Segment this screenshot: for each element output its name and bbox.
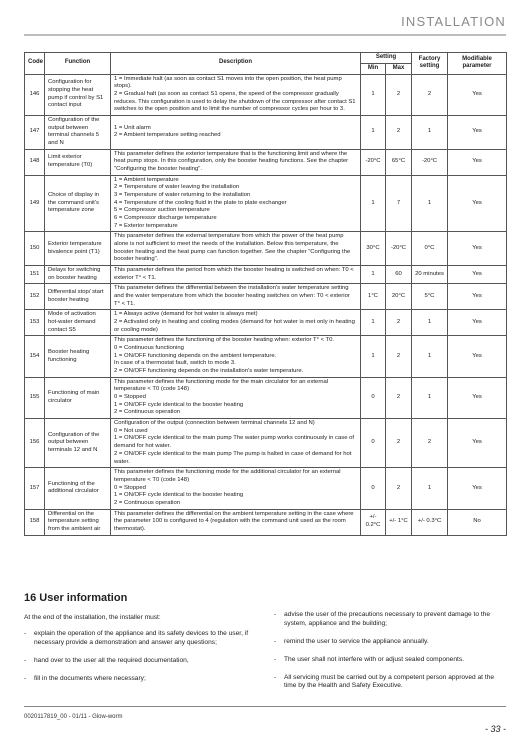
cell-max: 2 xyxy=(386,115,412,149)
table-row xyxy=(25,468,507,509)
list-item-text: remind the user to service the appliance annually. xyxy=(284,637,429,645)
cell-function: Configuration for stopping the heat pump if control by S1 contact input xyxy=(45,74,111,115)
cell-description: This parameter defines the differential between the installation's water temperature setting and the water temperature from which the booster heating switches on when: T0 < exterior T° < T1. xyxy=(111,284,361,310)
list-item xyxy=(24,675,256,684)
cell-min: 1 xyxy=(361,336,386,377)
cell-max: 2 xyxy=(386,74,412,115)
cell-modifiable: Yes xyxy=(448,310,507,336)
table-row xyxy=(25,149,507,175)
cell-factory: 2 xyxy=(412,419,448,468)
cell-function: Differential stop/ start booster heating xyxy=(45,284,111,310)
bullet-dash: - xyxy=(274,673,277,681)
cell-modifiable: Yes xyxy=(448,175,507,232)
cell-description: 1 = Unit alarm 2 = Ambient temperature setting reached xyxy=(111,115,361,149)
bullet-dash: - xyxy=(24,630,27,637)
cell-code: 158 xyxy=(25,509,45,535)
header-modifiable: Modifiable parameter xyxy=(448,53,507,75)
cell-max: 2 xyxy=(386,419,412,468)
cell-function: Functioning of main circulator xyxy=(45,377,111,418)
cell-description: 1 = Immediate halt (as soon as contact S1 moves into the open position, the heat pump stops). 2 = Gradual halt (as soon as contact S1 opens, the speed of the compressor gradually reduces. This configuration is used to delay the shutdown of the compressor after contact S1 switches to the open position and to limit the number of compressor cycles per hour to 3. xyxy=(111,74,361,115)
cell-factory: +/- 0.3°C xyxy=(412,509,448,535)
list-item xyxy=(274,674,506,692)
cell-code: 154 xyxy=(25,336,45,377)
list-item xyxy=(24,657,256,666)
cell-function: Exterior temperature bivalence point (T1) xyxy=(45,232,111,266)
cell-factory: 1 xyxy=(412,115,448,149)
cell-min: 30°C xyxy=(361,232,386,266)
list-item-text: All servicing must be carried out by a competent person approved at the time by the Health and Safety Executive. xyxy=(284,673,495,690)
table-row xyxy=(25,232,507,266)
cell-modifiable: Yes xyxy=(448,468,507,509)
cell-min: 1 xyxy=(361,175,386,232)
cell-code: 146 xyxy=(25,74,45,115)
cell-code: 152 xyxy=(25,284,45,310)
cell-modifiable: Yes xyxy=(448,149,507,175)
cell-max: 60 xyxy=(386,266,412,284)
list-item xyxy=(24,630,256,648)
user-advice-list xyxy=(274,611,506,700)
list-item-text: hand over to the user all the required documentation, xyxy=(34,656,189,664)
header-setting: Setting xyxy=(361,53,412,64)
cell-max: 65°C xyxy=(386,149,412,175)
header-description: Description xyxy=(111,53,361,75)
header-function: Function xyxy=(45,53,111,75)
cell-function: Differential on the temperature setting from the ambient air xyxy=(45,509,111,535)
bullet-dash: - xyxy=(274,655,277,663)
list-item-text: explain the operation of the appliance and its safety devices to the user, if necessary provide a demonstration and answer any questions; xyxy=(34,630,249,646)
cell-function: Configuration of the output between terminals 12 and N xyxy=(45,419,111,468)
cell-factory: 0°C xyxy=(412,232,448,266)
table-row xyxy=(25,74,507,115)
cell-modifiable: Yes xyxy=(448,115,507,149)
cell-modifiable: Yes xyxy=(448,377,507,418)
cell-function: Mode of activation hot-water demand contact S5 xyxy=(45,310,111,336)
cell-modifiable: No xyxy=(448,509,507,535)
cell-factory: 20 minutes xyxy=(412,266,448,284)
cell-description: Configuration of the output (connection between terminal channels 12 and N) 0 = Not used 1 = ON/OFF cycle identical to the main pump The water pump works continuously in case of demand for hot water. 2 = ON/OFF cycle identical to the main pump The pump is halted in case of demand for hot water. xyxy=(111,419,361,468)
cell-description: This parameter defines the functioning of the booster heating when: exterior T° < T0. 0 = Continuous functioning 1 = ON/OFF functioning depends on the ambient temperature. In case of a thermostat fault, switch to mode 3. 2 = ON/OFF functioning depends on the installation's water temperature. xyxy=(111,336,361,377)
table-row xyxy=(25,509,507,535)
cell-min: 1 xyxy=(361,115,386,149)
cell-modifiable: Yes xyxy=(448,266,507,284)
cell-factory: 1 xyxy=(412,336,448,377)
cell-modifiable: Yes xyxy=(448,419,507,468)
table-row xyxy=(25,377,507,418)
document-reference: 0020117819_00 - 01/11 - Glow-worm xyxy=(24,714,123,720)
cell-function: Functioning of the additional circulator xyxy=(45,468,111,509)
cell-max: 20°C xyxy=(386,284,412,310)
table-row xyxy=(25,266,507,284)
cell-factory: 1 xyxy=(412,377,448,418)
cell-description: 1 = Ambient temperature 2 = Temperature of water leaving the installation 3 = Temperature of water returning to the installation 4 = Temperature of the cooling fluid in the plate to plate exchanger 5 = Compressor suction temperature 6 = Compressor discharge temperature 7 = Exterior temperature xyxy=(111,175,361,232)
cell-description: This parameter defines the period from which the booster heating is switched on when: T0 < exterior T° < T1. xyxy=(111,266,361,284)
list-item-text: fill in the documents where necessary; xyxy=(34,674,146,682)
cell-min: 0 xyxy=(361,468,386,509)
cell-code: 156 xyxy=(25,419,45,468)
cell-max: +/- 1°C xyxy=(386,509,412,535)
cell-min: 0 xyxy=(361,419,386,468)
cell-min: 1°C xyxy=(361,284,386,310)
cell-description: 1 = Always active (demand for hot water is always met) 2 = Activated only in heating and cooling modes (demand for hot water is met only in heating or cooling mode) xyxy=(111,310,361,336)
cell-function: Limit exterior temperature (T0) xyxy=(45,149,111,175)
cell-modifiable: Yes xyxy=(448,284,507,310)
cell-modifiable: Yes xyxy=(448,336,507,377)
table-header-row xyxy=(25,53,507,64)
section-intro: At the end of the installation, the installer must: xyxy=(24,614,161,621)
cell-min: -20°C xyxy=(361,149,386,175)
header-rule xyxy=(24,34,506,36)
cell-code: 151 xyxy=(25,266,45,284)
installer-duties-list xyxy=(24,630,256,693)
table-body xyxy=(25,74,507,535)
cell-function: Choice of display in the command unit's temperature zone xyxy=(45,175,111,232)
bullet-dash: - xyxy=(274,611,277,618)
cell-function: Booster heating functioning xyxy=(45,336,111,377)
table-row xyxy=(25,310,507,336)
cell-code: 150 xyxy=(25,232,45,266)
bullet-dash: - xyxy=(274,637,277,645)
cell-function: Configuration of the output between terminal channels 5 and N xyxy=(45,115,111,149)
cell-max: -20°C xyxy=(386,232,412,266)
table-row xyxy=(25,336,507,377)
cell-description: This parameter defines the functioning mode for the additional circulator for an external temperature < T0 (code 148) 0 = Stopped 1 = ON/OFF cycle identical to the booster heating 2 = Continuous operation xyxy=(111,468,361,509)
cell-code: 149 xyxy=(25,175,45,232)
list-item xyxy=(274,656,506,665)
cell-code: 148 xyxy=(25,149,45,175)
cell-description: This parameter defines the differential on the ambient temperature setting in the case where the parameter 100 is configured to 4 (regulation with the command unit used as the room thermostat). xyxy=(111,509,361,535)
cell-description: This parameter defines the functioning mode for the main circulator for an external temperature < T0 (code 148) 0 = Stopped 1 = ON/OFF cycle identical to the booster heating 2 = Continuous operation xyxy=(111,377,361,418)
cell-code: 157 xyxy=(25,468,45,509)
parameter-table xyxy=(24,52,507,536)
cell-factory: 1 xyxy=(412,310,448,336)
bullet-dash: - xyxy=(24,674,27,682)
cell-modifiable: Yes xyxy=(448,232,507,266)
cell-max: 2 xyxy=(386,468,412,509)
cell-factory: -20°C xyxy=(412,149,448,175)
cell-factory: 1 xyxy=(412,468,448,509)
cell-max: 2 xyxy=(386,336,412,377)
cell-max: 7 xyxy=(386,175,412,232)
cell-code: 147 xyxy=(25,115,45,149)
cell-min: 1 xyxy=(361,266,386,284)
cell-min: 0 xyxy=(361,377,386,418)
cell-code: 155 xyxy=(25,377,45,418)
header-min: Min xyxy=(361,63,386,74)
table-row xyxy=(25,175,507,232)
list-item xyxy=(274,638,506,647)
cell-factory: 2 xyxy=(412,74,448,115)
page-number: - 33 - xyxy=(484,724,506,734)
list-item-text: advise the user of the precautions necessary to prevent damage to the system, appliance and the building; xyxy=(284,611,490,627)
list-item xyxy=(274,611,506,629)
cell-description: This parameter defines the exterior temperature that is the functioning limit and where the heat pump stops. In this configuration, only the booster heating functions. See the chapter "Configuring the booster heating". xyxy=(111,149,361,175)
header-max: Max xyxy=(386,63,412,74)
cell-factory: 5°C xyxy=(412,284,448,310)
section-title: 16 User information xyxy=(24,592,128,604)
cell-code: 153 xyxy=(25,310,45,336)
cell-min: +/- 0.2°C xyxy=(361,509,386,535)
cell-max: 2 xyxy=(386,377,412,418)
cell-factory: 1 xyxy=(412,175,448,232)
table-row xyxy=(25,115,507,149)
cell-description: This parameter defines the external temperature from which the power of the heat pump alone is not sufficient to meet the needs of the installation. Below this temperature, the booster heating and the heat pump can function together. See the chapter "Configuring the booster heating". xyxy=(111,232,361,266)
header-factory: Factory setting xyxy=(412,53,448,75)
table-row xyxy=(25,419,507,468)
cell-function: Delays for switching on booster heating xyxy=(45,266,111,284)
cell-min: 1 xyxy=(361,74,386,115)
header-code: Code xyxy=(25,53,45,75)
cell-max: 2 xyxy=(386,310,412,336)
footer-rule xyxy=(24,706,506,707)
bullet-dash: - xyxy=(24,656,27,664)
section-header: INSTALLATION xyxy=(401,14,506,29)
list-item-text: The user shall not interfere with or adjust sealed components. xyxy=(284,655,464,663)
cell-modifiable: Yes xyxy=(448,74,507,115)
cell-min: 1 xyxy=(361,310,386,336)
table-row xyxy=(25,284,507,310)
